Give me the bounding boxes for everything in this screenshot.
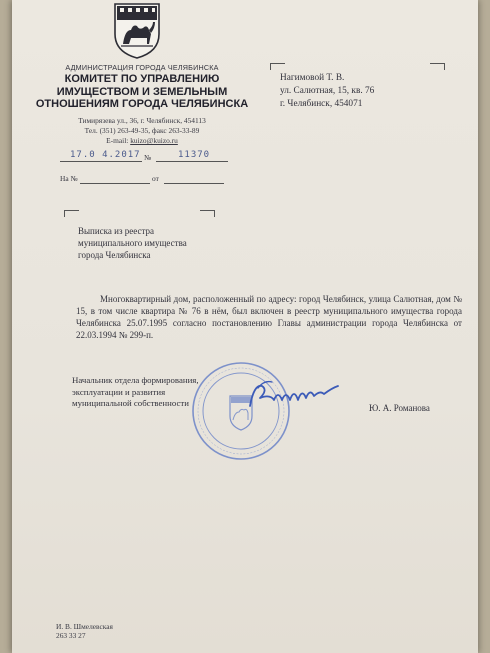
date-underline: [60, 161, 142, 162]
recipient-block: [280, 72, 374, 111]
outgoing-number: 11370: [178, 150, 211, 160]
executor-block: [56, 622, 113, 640]
committee-line-2: ИМУЩЕСТВОМ И ЗЕМЕЛЬНЫМ: [56, 85, 228, 98]
na-underline: [80, 183, 150, 184]
recipient-city: г. Челябинск, 454071: [280, 99, 363, 109]
letter-page: [12, 0, 478, 653]
executor-name: И. В. Шмелевская: [56, 622, 113, 631]
committee-contacts: [32, 116, 252, 146]
subject-line-2: муниципального имущества: [78, 238, 187, 248]
signatory-title: [72, 375, 199, 410]
recipient-corner-left: [270, 63, 285, 70]
signatory-title-line-2: эксплуатации и развития: [72, 386, 166, 397]
committee-line-3: ОТНОШЕНИЯМ ГОРОДА ЧЕЛЯБИНСКА: [35, 98, 249, 110]
email-label: E-mail:: [106, 136, 129, 145]
body-paragraph: Многоквартирный дом, расположенный по адресу: город Челябинск, улица Салютная, дом № 15, в том числе квартира № 76 в нём, был включен в реестр муниципального имущества города Челябинска 25.07.1995 согласно постановлению Главы администрации города Челябинска от 22.03.1994 № 299-п.: [76, 294, 462, 340]
number-underline: [156, 161, 228, 162]
committee-phone: Тел. (351) 263-49-35, факс 263-33-89: [84, 126, 200, 135]
letter-body: [76, 293, 462, 341]
committee-email-row: [32, 136, 252, 146]
admin-title: АДМИНИСТРАЦИЯ ГОРОДА ЧЕЛЯБИНСКА: [65, 63, 219, 72]
handwritten-signature: [244, 376, 344, 416]
recipient-corner-right: [430, 63, 445, 70]
coat-of-arms-icon: [109, 0, 165, 60]
na-label: На №: [60, 174, 78, 183]
subject-corner-left: [64, 210, 79, 217]
committee-line-1: КОМИТЕТ ПО УПРАВЛЕНИЮ: [64, 73, 220, 85]
reference-line: [60, 174, 240, 186]
subject-corner-right: [200, 210, 215, 217]
signatory-title-line-3: муниципальной собственности: [72, 398, 189, 408]
outgoing-date-number: [60, 150, 228, 164]
outgoing-date: 17.0 4.2017: [70, 150, 141, 160]
committee-email: kuizo@kuizo.ru: [130, 136, 178, 145]
ot-label: от: [152, 174, 159, 183]
executor-phone: 263 33 27: [56, 631, 86, 640]
recipient-street: ул. Салютная, 15, кв. 76: [280, 86, 375, 96]
signatory-title-line-1: Начальник отдела формирования,: [72, 375, 199, 385]
subject-line-1: Выписка из реестра: [78, 226, 155, 236]
signatory-name: Ю. А. Романова: [369, 403, 430, 413]
recipient-name: Нагимовой Т. В.: [280, 73, 345, 83]
ot-underline: [164, 183, 224, 184]
subject-block: [78, 225, 187, 261]
number-label: №: [144, 153, 152, 162]
committee-address: Тимирязева ул., 36, г. Челябинск, 454113: [78, 116, 206, 125]
subject-line-3: города Челябинска: [78, 250, 151, 260]
committee-name: [32, 73, 252, 111]
